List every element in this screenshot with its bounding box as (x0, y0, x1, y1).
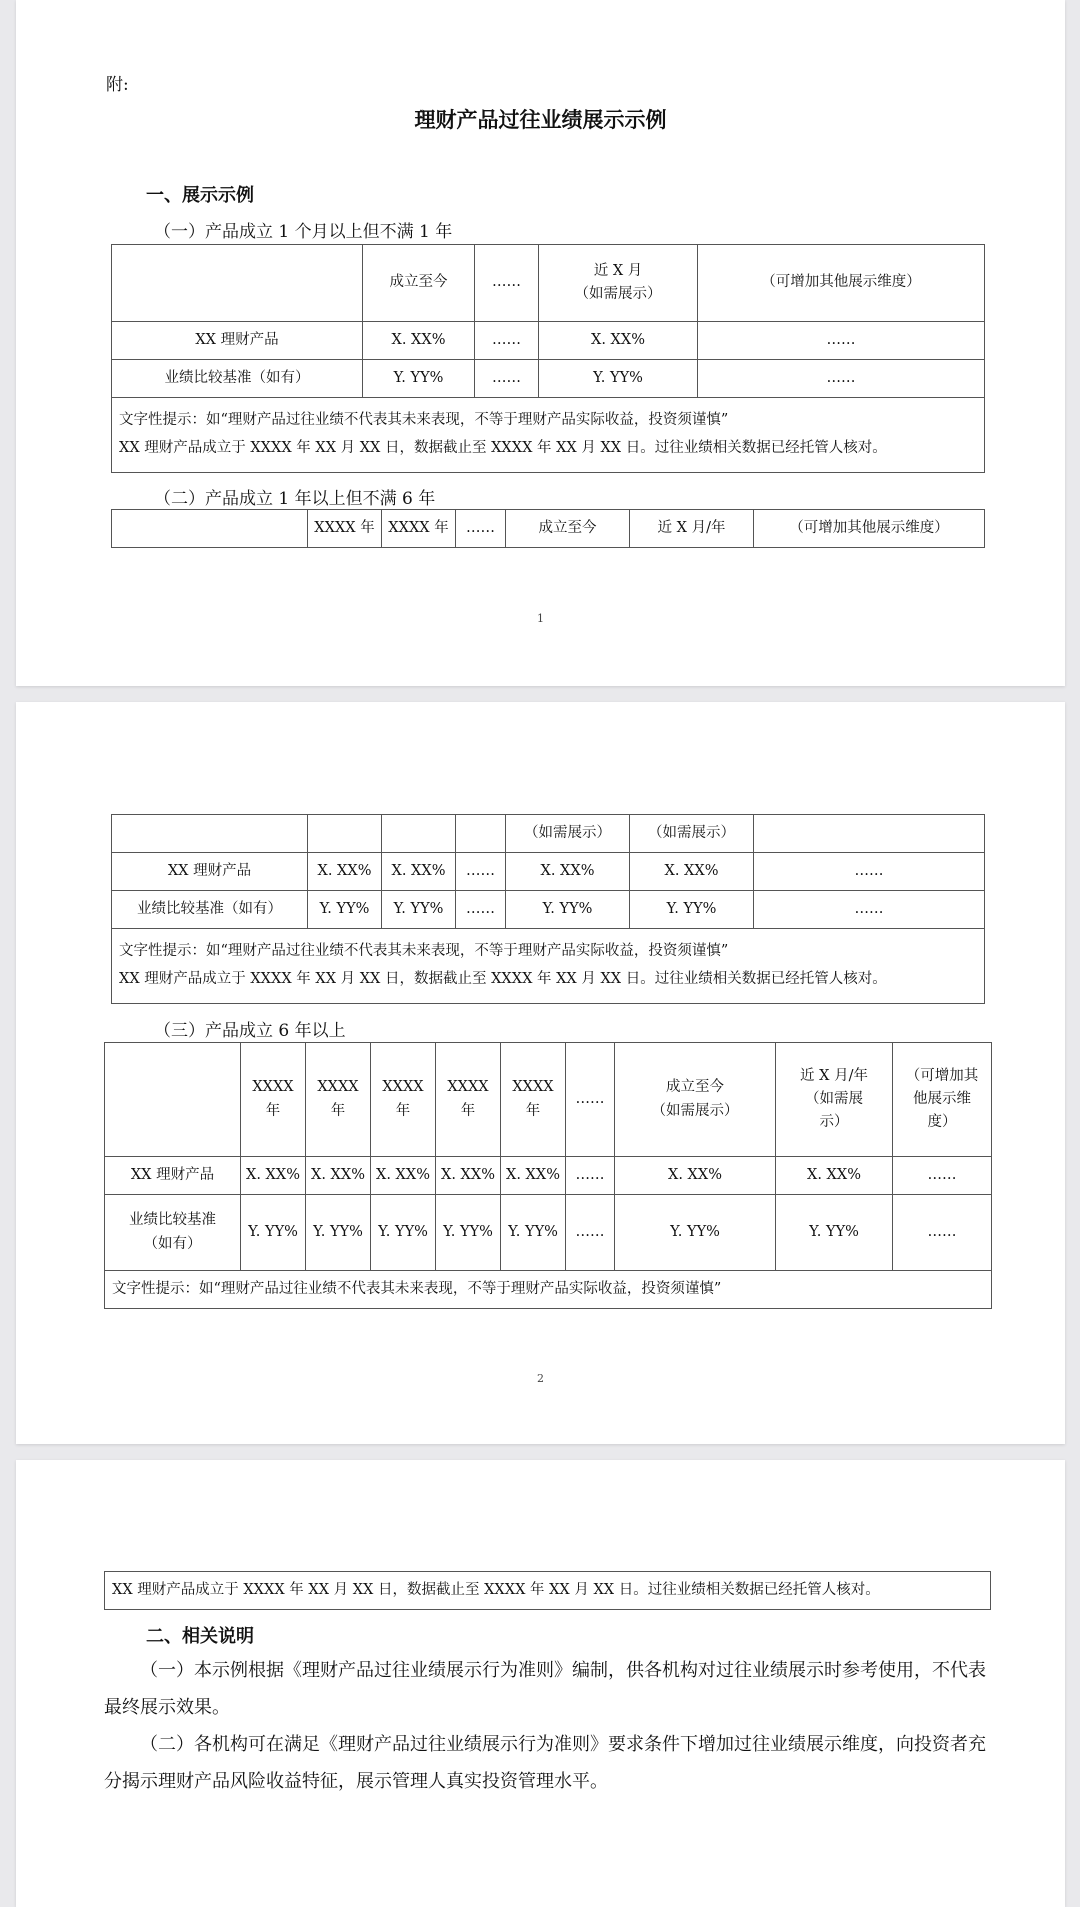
header-recent-line2: （如需展示） (574, 286, 662, 302)
header-year-line1: XXXX (447, 1079, 489, 1096)
document-page-3 (16, 1460, 1065, 1907)
header-other-line2: 他展示维 (913, 1090, 971, 1107)
table-cell: Y. YY% (776, 1195, 893, 1271)
table-cell: Y. YY% (382, 891, 456, 929)
table-cell: …… (475, 322, 539, 360)
header-since-inception: 成立至今 (506, 510, 630, 548)
header-other-dimensions: （可增加其他展示维度） (754, 510, 985, 548)
table-corner-cell (112, 245, 363, 322)
table-cell: …… (893, 1157, 992, 1195)
table-corner-cell (105, 1043, 241, 1157)
header-ellipsis: …… (456, 510, 506, 548)
header-recent-line1: 近 X 月/年 (800, 1067, 868, 1084)
subsection-heading-3: （三）产品成立 6 年以上 (154, 1021, 346, 1041)
header-recent-line3: 示） (819, 1114, 849, 1131)
risk-disclaimer-text: 文字性提示：如“理财产品过往业绩不代表其未来表现，不等于理财产品实际收益，投资须谨慎” (112, 1280, 722, 1297)
risk-disclaimer-text: 文字性提示：如“理财产品过往业绩不代表其未来表现，不等于理财产品实际收益，投资须谨慎” (119, 943, 729, 960)
table-over-6-years-continued (104, 1571, 991, 1610)
table-cell: X. XX% (382, 853, 456, 891)
table-cell: …… (566, 1195, 615, 1271)
header-recent-line2: （如需展 (805, 1090, 863, 1107)
table-cell: X. XX% (241, 1157, 306, 1195)
section-heading-notes: 二、相关说明 (146, 1626, 254, 1647)
table-cell (382, 815, 456, 853)
page-number: 1 (537, 612, 544, 625)
table-cell: …… (456, 891, 506, 929)
document-page-2 (16, 702, 1065, 1444)
risk-disclaimer-text: 文字性提示：如“理财产品过往业绩不代表其未来表现，不等于理财产品实际收益，投资须谨慎” (119, 412, 729, 429)
table-cell: …… (754, 891, 985, 929)
page-number: 2 (537, 1372, 544, 1385)
table-cell: …… (698, 322, 985, 360)
table-note-cell (112, 929, 985, 1004)
table-note-row (112, 929, 985, 1004)
table-cell: Y. YY% (501, 1195, 566, 1271)
table-note-cell (105, 1271, 992, 1309)
table-cell: …… (566, 1157, 615, 1195)
table-cell: …… (475, 360, 539, 398)
establishment-date-text: XX 理财产品成立于 XXXX 年 XX 月 XX 日，数据截止至 XXXX 年 XX 月 XX 日。过往业绩相关数据已经托管人核对。 (119, 440, 887, 456)
table-note-cell (112, 398, 985, 473)
table-row (112, 891, 985, 929)
table-row (105, 1157, 992, 1195)
table-cell: Y. YY% (539, 360, 698, 398)
table-cell (112, 815, 308, 853)
table-cell: Y. YY% (615, 1195, 776, 1271)
header-other-dimensions (893, 1043, 992, 1157)
table-over-6-years (104, 1042, 992, 1309)
table-cell (308, 815, 382, 853)
table-note-cell (105, 1572, 991, 1610)
table-cell (754, 815, 985, 853)
table-corner-cell (112, 510, 308, 548)
header-year (501, 1043, 566, 1157)
header-year (306, 1043, 371, 1157)
explanation-paragraph-2: （二）各机构可在满足《理财产品过往业绩展示行为准则》要求条件下增加过往业绩展示维度，向投资者充分揭示理财产品风险收益特征，展示管理人真实投资管理水平。 (104, 1734, 986, 1792)
table-cell: X. XX% (615, 1157, 776, 1195)
table-cell: X. XX% (436, 1157, 501, 1195)
row-label-line1: 业绩比较基准 (129, 1212, 216, 1229)
header-year (436, 1043, 501, 1157)
table-row (112, 322, 985, 360)
table-cell: X. XX% (363, 322, 475, 360)
header-year-line1: XXXX (252, 1079, 294, 1096)
header-recent-period: 近 X 月/年 (630, 510, 754, 548)
header-year (241, 1043, 306, 1157)
table-1-to-6-years-header (111, 509, 985, 548)
table-cell: Y. YY% (241, 1195, 306, 1271)
row-label-product: XX 理财产品 (112, 853, 308, 891)
header-year-line1: XXXX (317, 1079, 359, 1096)
table-cell: X. XX% (501, 1157, 566, 1195)
establishment-date-text: XX 理财产品成立于 XXXX 年 XX 月 XX 日，数据截止至 XXXX 年 XX 月 XX 日。过往业绩相关数据已经托管人核对。 (119, 971, 887, 987)
table-cell: X. XX% (630, 853, 754, 891)
header-other-dimensions: （可增加其他展示维度） (698, 245, 985, 322)
header-ellipsis: …… (475, 245, 539, 322)
table-note-row (105, 1271, 992, 1309)
table-cell: …… (698, 360, 985, 398)
header-recent-line1: 近 X 月 (593, 262, 643, 279)
header-other-line3: 度） (927, 1114, 957, 1131)
row-label-benchmark: 业绩比较基准（如有） (112, 891, 308, 929)
row-label-product: XX 理财产品 (112, 322, 363, 360)
table-cell: Y. YY% (371, 1195, 436, 1271)
header-recent-period (776, 1043, 893, 1157)
explanation-paragraph-1: （一）本示例根据《理财产品过往业绩展示行为准则》编制，供各机构对过往业绩展示时参考使用，不代表最终展示效果。 (104, 1660, 986, 1718)
table-cell: X. XX% (539, 322, 698, 360)
header-year-line1: XXXX (512, 1079, 554, 1096)
table-1-to-6-years-body (111, 814, 985, 1004)
header-other-line1: （可增加其 (905, 1067, 979, 1084)
row-label-benchmark (105, 1195, 241, 1271)
table-cell: …… (893, 1195, 992, 1271)
table-cell: …… (754, 853, 985, 891)
table-header-continued-row (112, 815, 985, 853)
header-since-inception: 成立至今 (363, 245, 475, 322)
table-cell (456, 815, 506, 853)
subsection-heading-2: （二）产品成立 1 年以上但不满 6 年 (154, 489, 436, 509)
document-page-1 (16, 0, 1065, 686)
header-year-line2: 年 (525, 1102, 541, 1119)
table-row (112, 360, 985, 398)
header-year: XXXX 年 (308, 510, 382, 548)
table-cell: Y. YY% (436, 1195, 501, 1271)
table-cell: Y. YY% (306, 1195, 371, 1271)
header-year-line2: 年 (460, 1102, 476, 1119)
table-cell: X. XX% (371, 1157, 436, 1195)
header-year-line2: 年 (330, 1102, 346, 1119)
table-under-1-year (111, 244, 985, 473)
header-year: XXXX 年 (382, 510, 456, 548)
table-note-row (105, 1572, 991, 1610)
attachment-label: 附: (106, 75, 129, 95)
header-recent-months (539, 245, 698, 322)
header-year-line2: 年 (265, 1102, 281, 1119)
document-title: 理财产品过往业绩展示示例 (414, 107, 667, 132)
table-cell: Y. YY% (630, 891, 754, 929)
table-row (105, 1195, 992, 1271)
table-cell: Y. YY% (506, 891, 630, 929)
header-year-line2: 年 (395, 1102, 411, 1119)
header-year-line1: XXXX (382, 1079, 424, 1096)
section-heading-examples: 一、展示示例 (146, 185, 254, 206)
table-cell: X. XX% (306, 1157, 371, 1195)
establishment-date-text: XX 理财产品成立于 XXXX 年 XX 月 XX 日，数据截止至 XXXX 年 XX 月 XX 日。过往业绩相关数据已经托管人核对。 (112, 1581, 880, 1598)
header-since-inception (615, 1043, 776, 1157)
table-header-row (112, 510, 985, 548)
table-note-row (112, 398, 985, 473)
header-since-line2: （如需展示） (651, 1102, 739, 1119)
header-ellipsis: …… (566, 1043, 615, 1157)
table-row (112, 853, 985, 891)
header-since-line1: 成立至今 (666, 1079, 724, 1096)
table-header-row (112, 245, 985, 322)
table-cell: X. XX% (308, 853, 382, 891)
table-cell: …… (456, 853, 506, 891)
header-optional-note: （如需展示） (630, 815, 754, 853)
table-cell: Y. YY% (363, 360, 475, 398)
table-header-row (105, 1043, 992, 1157)
row-label-benchmark: 业绩比较基准（如有） (112, 360, 363, 398)
row-label-product: XX 理财产品 (105, 1157, 241, 1195)
table-cell: Y. YY% (308, 891, 382, 929)
table-cell: X. XX% (776, 1157, 893, 1195)
header-optional-note: （如需展示） (506, 815, 630, 853)
header-year (371, 1043, 436, 1157)
subsection-heading-1: （一）产品成立 1 个月以上但不满 1 年 (154, 222, 453, 242)
row-label-line2: （如有） (143, 1235, 202, 1252)
table-cell: X. XX% (506, 853, 630, 891)
